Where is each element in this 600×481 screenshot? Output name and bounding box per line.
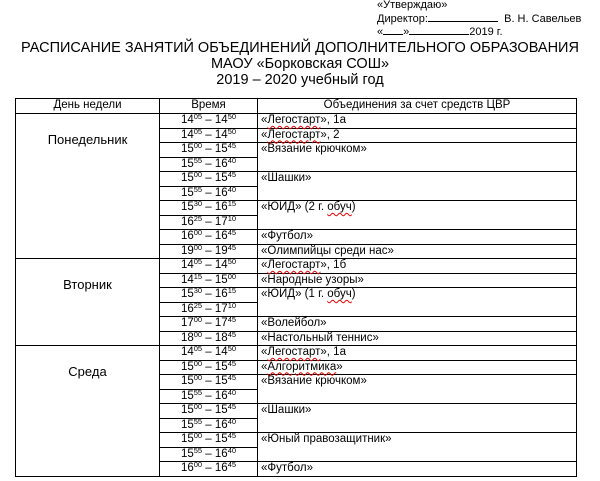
- day-cell: [16, 346, 160, 477]
- activity-text: «: [261, 259, 268, 271]
- time-hour: 15: [180, 418, 194, 431]
- time-cell: $16^{00} - 16^{45}$: [160, 462, 258, 477]
- time-hour: 15: [180, 143, 194, 155]
- time-hour: 14: [214, 259, 228, 271]
- time-hour: 16: [214, 186, 228, 199]
- activity-text: », 1а: [320, 114, 346, 126]
- time-hour: 18: [180, 331, 194, 344]
- time-cell: $16^{25} - 17^{10}$: [160, 302, 258, 317]
- time-hour: 16: [180, 230, 194, 242]
- time-minutes: 50: [227, 257, 237, 266]
- day-name: Среда: [68, 364, 107, 379]
- time-hour: 16: [180, 302, 194, 315]
- activity-cell: [258, 230, 577, 245]
- activity-text: «: [261, 128, 268, 141]
- day-name: Понедельник: [47, 132, 128, 147]
- time-hour: 19: [180, 244, 194, 257]
- time-cell: $14^{05} - 14^{50}$: [160, 346, 258, 361]
- activity-text: Алгоритмика: [267, 360, 337, 373]
- activity-text: ): [351, 288, 356, 300]
- document-heading: [0, 40, 600, 88]
- time-cell: $15^{55} - 16^{40}$: [160, 418, 258, 433]
- time-minutes: 00: [193, 402, 203, 411]
- time-minutes: 45: [227, 242, 237, 252]
- time-minutes: 45: [227, 431, 237, 440]
- time-hour: 15: [180, 172, 194, 184]
- time-hour: 16: [214, 418, 228, 431]
- activity-cell: [258, 259, 577, 274]
- time-minutes: 05: [193, 126, 203, 136]
- time-cell: $15^{55} - 16^{40}$: [160, 389, 258, 404]
- time-minutes: 45: [227, 402, 237, 411]
- director-line: [377, 12, 581, 26]
- activity-text: «: [261, 114, 268, 126]
- time-cell: $15^{30} - 16^{15}$: [160, 288, 258, 303]
- activity-text: «: [261, 360, 268, 373]
- activity-text: Легостарт: [267, 259, 321, 271]
- time-minutes: 55: [193, 387, 203, 397]
- time-minutes: 55: [193, 155, 203, 165]
- header-time: Время: [160, 99, 258, 114]
- time-cell: $15^{00} - 15^{45}$: [160, 404, 258, 419]
- time-minutes: 00: [193, 373, 203, 382]
- time-cell: $19^{00} - 19^{45}$: [160, 244, 258, 259]
- activity-cell: [258, 331, 577, 346]
- time-minutes: 00: [193, 460, 203, 469]
- activity-text: «ЮИД» (1 г.: [261, 288, 328, 300]
- date-line: [377, 25, 581, 39]
- signature-blank: [428, 12, 498, 22]
- time-hour: 17: [180, 317, 194, 329]
- time-minutes: 40: [227, 184, 237, 194]
- time-minutes: 15: [227, 199, 237, 208]
- heading-year: 2019 – 2020 учебный год: [216, 72, 384, 88]
- time-cell: $14^{05} - 14^{50}$: [160, 128, 258, 143]
- heading-school: МАОУ «Борковская СОШ»: [210, 56, 390, 72]
- time-minutes: 50: [227, 344, 237, 353]
- activity-text: обуч: [327, 201, 352, 213]
- activity-text: »: [336, 360, 343, 373]
- time-hour: 16: [214, 230, 228, 242]
- time-hour: 16: [214, 447, 228, 460]
- director-label: Директор:: [377, 12, 428, 25]
- time-minutes: 00: [193, 431, 203, 440]
- activity-cell: [258, 462, 577, 477]
- time-minutes: 25: [193, 300, 203, 310]
- time-minutes: 45: [227, 358, 237, 368]
- time-hour: 15: [180, 201, 194, 213]
- day-blank: [383, 25, 403, 35]
- time-hour: 14: [214, 114, 228, 126]
- time-hour: 15: [214, 273, 228, 286]
- time-cell: $17^{00} - 17^{45}$: [160, 317, 258, 332]
- activity-text: «Шашки»: [261, 404, 312, 416]
- table-row: [16, 259, 577, 274]
- time-hour: 15: [180, 447, 194, 460]
- time-hour: 15: [180, 288, 194, 300]
- time-hour: 14: [214, 346, 228, 358]
- time-minutes: 15: [227, 286, 237, 295]
- time-hour: 17: [214, 215, 228, 228]
- time-cell: $15^{00} - 15^{45}$: [160, 433, 258, 448]
- time-minutes: 05: [193, 112, 203, 121]
- time-hour: 14: [180, 346, 194, 358]
- activity-text: «Футбол»: [261, 462, 313, 474]
- time-hour: 15: [214, 433, 228, 445]
- activity-cell: [258, 288, 577, 317]
- time-minutes: 45: [227, 460, 237, 469]
- time-cell: $15^{55} - 16^{40}$: [160, 186, 258, 201]
- time-hour: 15: [180, 433, 194, 445]
- time-hour: 14: [180, 259, 194, 271]
- activity-text: ): [351, 201, 356, 213]
- schedule-body: [16, 114, 577, 477]
- activity-text: обуч: [327, 288, 352, 300]
- activity-text: Легостарт: [267, 114, 321, 126]
- time-cell: $14^{05} - 14^{50}$: [160, 114, 258, 129]
- time-hour: 15: [180, 375, 194, 387]
- time-minutes: 55: [193, 416, 203, 426]
- activity-text: «Олимпийцы среди нас»: [261, 244, 394, 257]
- time-minutes: 40: [227, 445, 237, 455]
- time-hour: 16: [214, 389, 228, 402]
- activity-cell: [258, 375, 577, 404]
- header-day: День недели: [16, 99, 160, 114]
- time-hour: 16: [214, 462, 228, 474]
- activity-cell: [258, 128, 577, 143]
- activity-cell: [258, 346, 577, 361]
- activity-cell: [258, 433, 577, 462]
- activity-text: », 2: [320, 128, 340, 141]
- time-hour: 15: [214, 172, 228, 184]
- time-hour: 16: [180, 215, 194, 228]
- director-name: В. Н. Савельев: [504, 12, 582, 25]
- time-hour: 17: [214, 317, 228, 329]
- time-minutes: 45: [227, 141, 237, 150]
- time-cell: $15^{00} - 15^{45}$: [160, 143, 258, 158]
- time-hour: 15: [214, 143, 228, 155]
- activity-text: «: [261, 346, 268, 358]
- time-cell: $15^{55} - 16^{40}$: [160, 157, 258, 172]
- time-hour: 19: [214, 244, 228, 257]
- time-cell: $16^{25} - 17^{10}$: [160, 215, 258, 230]
- time-minutes: 40: [227, 416, 237, 426]
- time-minutes: 00: [193, 358, 203, 368]
- activity-text: «Настольный теннис»: [261, 331, 379, 344]
- table-header-row: [16, 99, 577, 114]
- table-row: [16, 346, 577, 361]
- time-minutes: 10: [227, 300, 237, 310]
- activity-cell: [258, 143, 577, 172]
- time-minutes: 10: [227, 213, 237, 223]
- activity-text: «Народные узоры»: [261, 273, 364, 286]
- time-minutes: 55: [193, 445, 203, 455]
- time-hour: 17: [214, 302, 228, 315]
- schedule-table: [15, 98, 577, 477]
- time-hour: 18: [214, 331, 228, 344]
- time-hour: 14: [180, 128, 194, 141]
- time-cell: $14^{05} - 14^{50}$: [160, 259, 258, 274]
- time-cell: $15^{00} - 15^{45}$: [160, 375, 258, 390]
- time-minutes: 00: [193, 315, 203, 324]
- day-name: Вторник: [63, 277, 112, 292]
- activity-cell: [258, 114, 577, 129]
- time-minutes: 00: [193, 242, 203, 252]
- month-blank: [409, 25, 469, 35]
- time-hour: 15: [180, 157, 194, 170]
- activity-text: «ЮИД» (2 г.: [261, 201, 328, 213]
- time-minutes: 00: [193, 141, 203, 150]
- activity-text: «Волейбол»: [261, 317, 327, 329]
- time-minutes: 00: [227, 271, 237, 281]
- header-activity: Объединения за счет средств ЦВР: [258, 99, 577, 114]
- activity-text: «Вязание крючком»: [261, 375, 367, 387]
- time-hour: 15: [214, 375, 228, 387]
- time-minutes: 45: [227, 329, 237, 339]
- time-hour: 14: [180, 114, 194, 126]
- time-hour: 16: [214, 288, 228, 300]
- activity-text: », 1а: [320, 346, 346, 358]
- activity-text: «Шашки»: [261, 172, 312, 184]
- heading-title: РАСПИСАНИЕ ЗАНЯТИЙ ОБЪЕДИНЕНИЙ ДОПОЛНИТЕЛЬНОГО ОБРАЗОВАНИЯ: [21, 40, 579, 56]
- activity-text: «Юный правозащитник»: [261, 433, 392, 445]
- time-hour: 15: [180, 389, 194, 402]
- activity-text: », 1б: [320, 259, 347, 271]
- activity-cell: [258, 172, 577, 201]
- time-cell: $15^{55} - 16^{40}$: [160, 447, 258, 462]
- activity-text: «Вязание крючком»: [261, 143, 367, 155]
- table-row: [16, 114, 577, 129]
- approval-year: 2019 г.: [469, 26, 503, 38]
- time-hour: 14: [180, 273, 194, 286]
- date-quote-close: »: [403, 26, 410, 38]
- time-cell: $15^{30} - 16^{15}$: [160, 201, 258, 216]
- approval-block: [377, 0, 581, 39]
- time-minutes: 45: [227, 170, 237, 179]
- time-minutes: 30: [193, 199, 203, 208]
- time-hour: 15: [180, 186, 194, 199]
- time-minutes: 05: [193, 344, 203, 353]
- day-cell: [16, 114, 160, 259]
- time-minutes: 00: [193, 170, 203, 179]
- time-hour: 14: [214, 128, 228, 141]
- activity-text: «Футбол»: [261, 230, 313, 242]
- time-minutes: 25: [193, 213, 203, 223]
- time-minutes: 00: [193, 329, 203, 339]
- time-minutes: 40: [227, 387, 237, 397]
- activity-text: Легостарт: [267, 346, 321, 358]
- date-quote-open: «: [377, 26, 384, 38]
- time-hour: 15: [180, 404, 194, 416]
- activity-cell: [258, 201, 577, 230]
- time-minutes: 30: [193, 286, 203, 295]
- time-hour: 15: [214, 360, 228, 373]
- day-cell: [16, 259, 160, 346]
- time-minutes: 50: [227, 126, 237, 136]
- activity-cell: [258, 404, 577, 433]
- time-hour: 16: [214, 201, 228, 213]
- time-minutes: 40: [227, 155, 237, 165]
- time-cell: $18^{00} - 18^{45}$: [160, 331, 258, 346]
- activity-cell: [258, 273, 577, 288]
- time-minutes: 45: [227, 373, 237, 382]
- time-minutes: 15: [193, 271, 203, 281]
- time-hour: 16: [180, 462, 194, 474]
- activity-cell: [258, 244, 577, 259]
- activity-cell: [258, 360, 577, 375]
- time-minutes: 55: [193, 184, 203, 194]
- time-minutes: 00: [193, 228, 203, 237]
- time-hour: 15: [214, 404, 228, 416]
- time-minutes: 05: [193, 257, 203, 266]
- time-hour: 16: [214, 157, 228, 170]
- time-cell: $15^{00} - 15^{45}$: [160, 360, 258, 375]
- time-cell: $15^{00} - 15^{45}$: [160, 172, 258, 187]
- time-minutes: 50: [227, 112, 237, 121]
- activity-text: Легостарт: [267, 128, 321, 141]
- approval-title: «Утверждаю»: [377, 0, 448, 11]
- activity-cell: [258, 317, 577, 332]
- time-cell: $16^{00} - 16^{45}$: [160, 230, 258, 245]
- time-minutes: 45: [227, 315, 237, 324]
- time-minutes: 45: [227, 228, 237, 237]
- time-hour: 15: [180, 360, 194, 373]
- time-cell: $14^{15} - 15^{00}$: [160, 273, 258, 288]
